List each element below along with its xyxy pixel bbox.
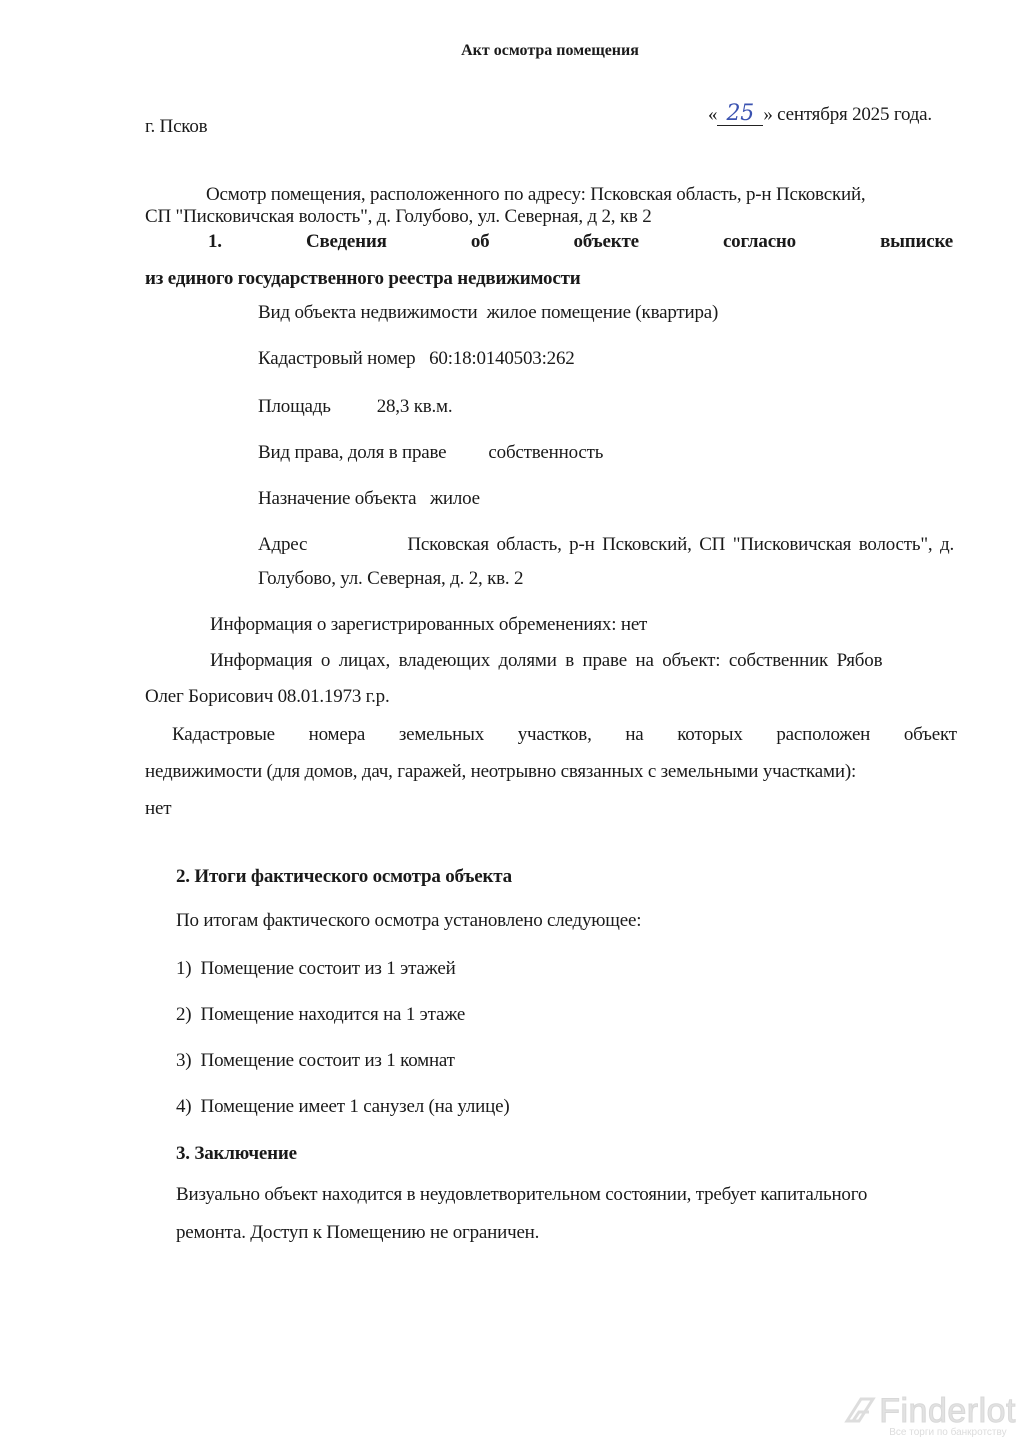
field-purpose: Назначение объекта жилое	[258, 488, 480, 509]
finderlot-watermark	[839, 1391, 1016, 1438]
field-address-line-2: Голубово, ул. Северная, д. 2, кв. 2	[258, 568, 524, 589]
section-2-heading: 2. Итоги фактического осмотра объекта	[176, 866, 512, 887]
finding-item: 1) Помещение состоит из 1 этажей	[176, 958, 456, 979]
handwritten-day: 25	[726, 101, 755, 126]
field-address: Адрес Псковская область, р-н Псковский, СП "Писковичская волость", д.	[258, 534, 954, 555]
conclusion-line-2: ремонта. Доступ к Помещению не ограничен.	[176, 1222, 540, 1243]
watermark-tagline: Все торги по банкротству	[889, 1427, 1007, 1438]
finderlot-logo-icon	[839, 1391, 879, 1431]
section-3-heading: 3. Заключение	[176, 1143, 297, 1164]
land-plots-line-3: нет	[145, 798, 172, 819]
section-1-heading-line-2: из единого государственного реестра недвижимости	[145, 268, 581, 289]
land-plots-line-2: недвижимости (для домов, дач, гаражей, неотрывно связанных с земельными участками):	[145, 761, 857, 782]
finding-item: 2) Помещение находится на 1 этаже	[176, 1004, 466, 1025]
land-plots-line-1: Кадастровые номера земельных участков, на которых расположен объект	[172, 724, 957, 745]
conclusion-line-1: Визуально объект находится в неудовлетворительном состоянии, требует капитального	[176, 1184, 868, 1205]
field-cadastral-number: Кадастровый номер 60:18:0140503:262	[258, 348, 575, 369]
document-title: Акт осмотра помещения	[461, 42, 639, 59]
owners-info-line-1: Информация о лицах, владеющих долями в праве на объект: собственник Рябов	[210, 650, 883, 671]
finding-item: 4) Помещение имеет 1 санузел (на улице)	[176, 1096, 510, 1117]
watermark-name: Finderlot	[879, 1391, 1016, 1430]
field-area: Площадь 28,3 кв.м.	[258, 396, 453, 417]
intro-line-1: Осмотр помещения, расположенного по адресу: Псковская область, р-н Псковский,	[206, 184, 866, 205]
city: г. Псков	[145, 116, 208, 137]
field-right-type: Вид права, доля в праве собственность	[258, 442, 604, 463]
intro-line-2: СП "Писковичская волость", д. Голубово, ул. Северная, д 2, кв 2	[145, 206, 652, 227]
finding-item: 3) Помещение состоит из 1 комнат	[176, 1050, 455, 1071]
section-2-intro: По итогам фактического осмотра установлено следующее:	[176, 910, 642, 931]
document-date: « 25 » сентября 2025 года.	[708, 101, 932, 126]
owners-info-line-2: Олег Борисович 08.01.1973 г.р.	[145, 686, 390, 707]
field-property-type: Вид объекта недвижимости жилое помещение (квартира)	[258, 302, 719, 323]
encumbrances-info: Информация о зарегистрированных обременениях: нет	[210, 614, 648, 635]
section-1-heading: 1. Сведения об объекте согласно выписке	[208, 231, 953, 252]
